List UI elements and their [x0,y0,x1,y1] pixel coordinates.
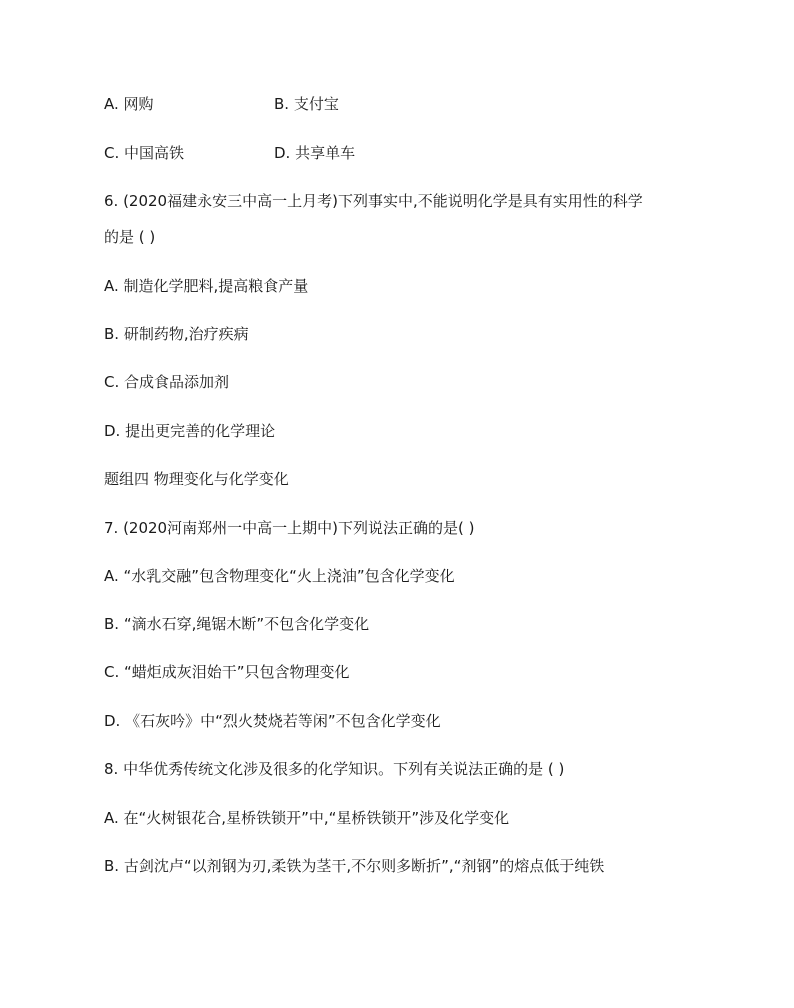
q6-option-c: C. 合成食品添加剂 [104,373,230,391]
q7-option-a: A. “水乳交融”包含物理变化“火上浇油”包含化学变化 [104,567,455,585]
q6-option-d: D. 提出更完善的化学理论 [104,422,276,440]
q7-option-b: B. “滴水石穿,绳锯木断”不包含化学变化 [104,615,370,633]
q8-option-b: B. 古剑沈卢“以剂钢为刃,柔铁为茎干,不尔则多断折”,“剂钢”的熔点低于纯铁 [104,857,605,875]
q8-stem: 8. 中华优秀传统文化涉及很多的化学知识。下列有关说法正确的是 ( ) [104,760,565,778]
q5-option-b: B. 支付宝 [274,95,339,113]
q7-option-c: C. “蜡炬成灰泪始干”只包含物理变化 [104,663,350,681]
q6-option-b: B. 研制药物,治疗疾病 [104,325,249,343]
q5-option-d: D. 共享单车 [274,144,356,162]
q7-option-d: D. 《石灰吟》中“烈火焚烧若等闲”不包含化学变化 [104,712,441,730]
group-4-heading: 题组四 物理变化与化学变化 [104,470,289,488]
q8-option-a: A. 在“火树银花合,星桥铁锁开”中,“星桥铁锁开”涉及化学变化 [104,809,510,827]
q7-stem: 7. (2020河南郑州一中高一上期中)下列说法正确的是( ) [104,519,475,537]
q6-option-a: A. 制造化学肥料,提高粮食产量 [104,277,309,295]
q5-option-c: C. 中国高铁 [104,144,185,162]
q6-stem-line-2: 的是 ( ) [104,228,156,246]
q6-stem-line-1: 6. (2020福建永安三中高一上月考)下列事实中,不能说明化学是具有实用性的科学 [104,192,643,210]
q5-option-a: A. 网购 [104,95,154,113]
